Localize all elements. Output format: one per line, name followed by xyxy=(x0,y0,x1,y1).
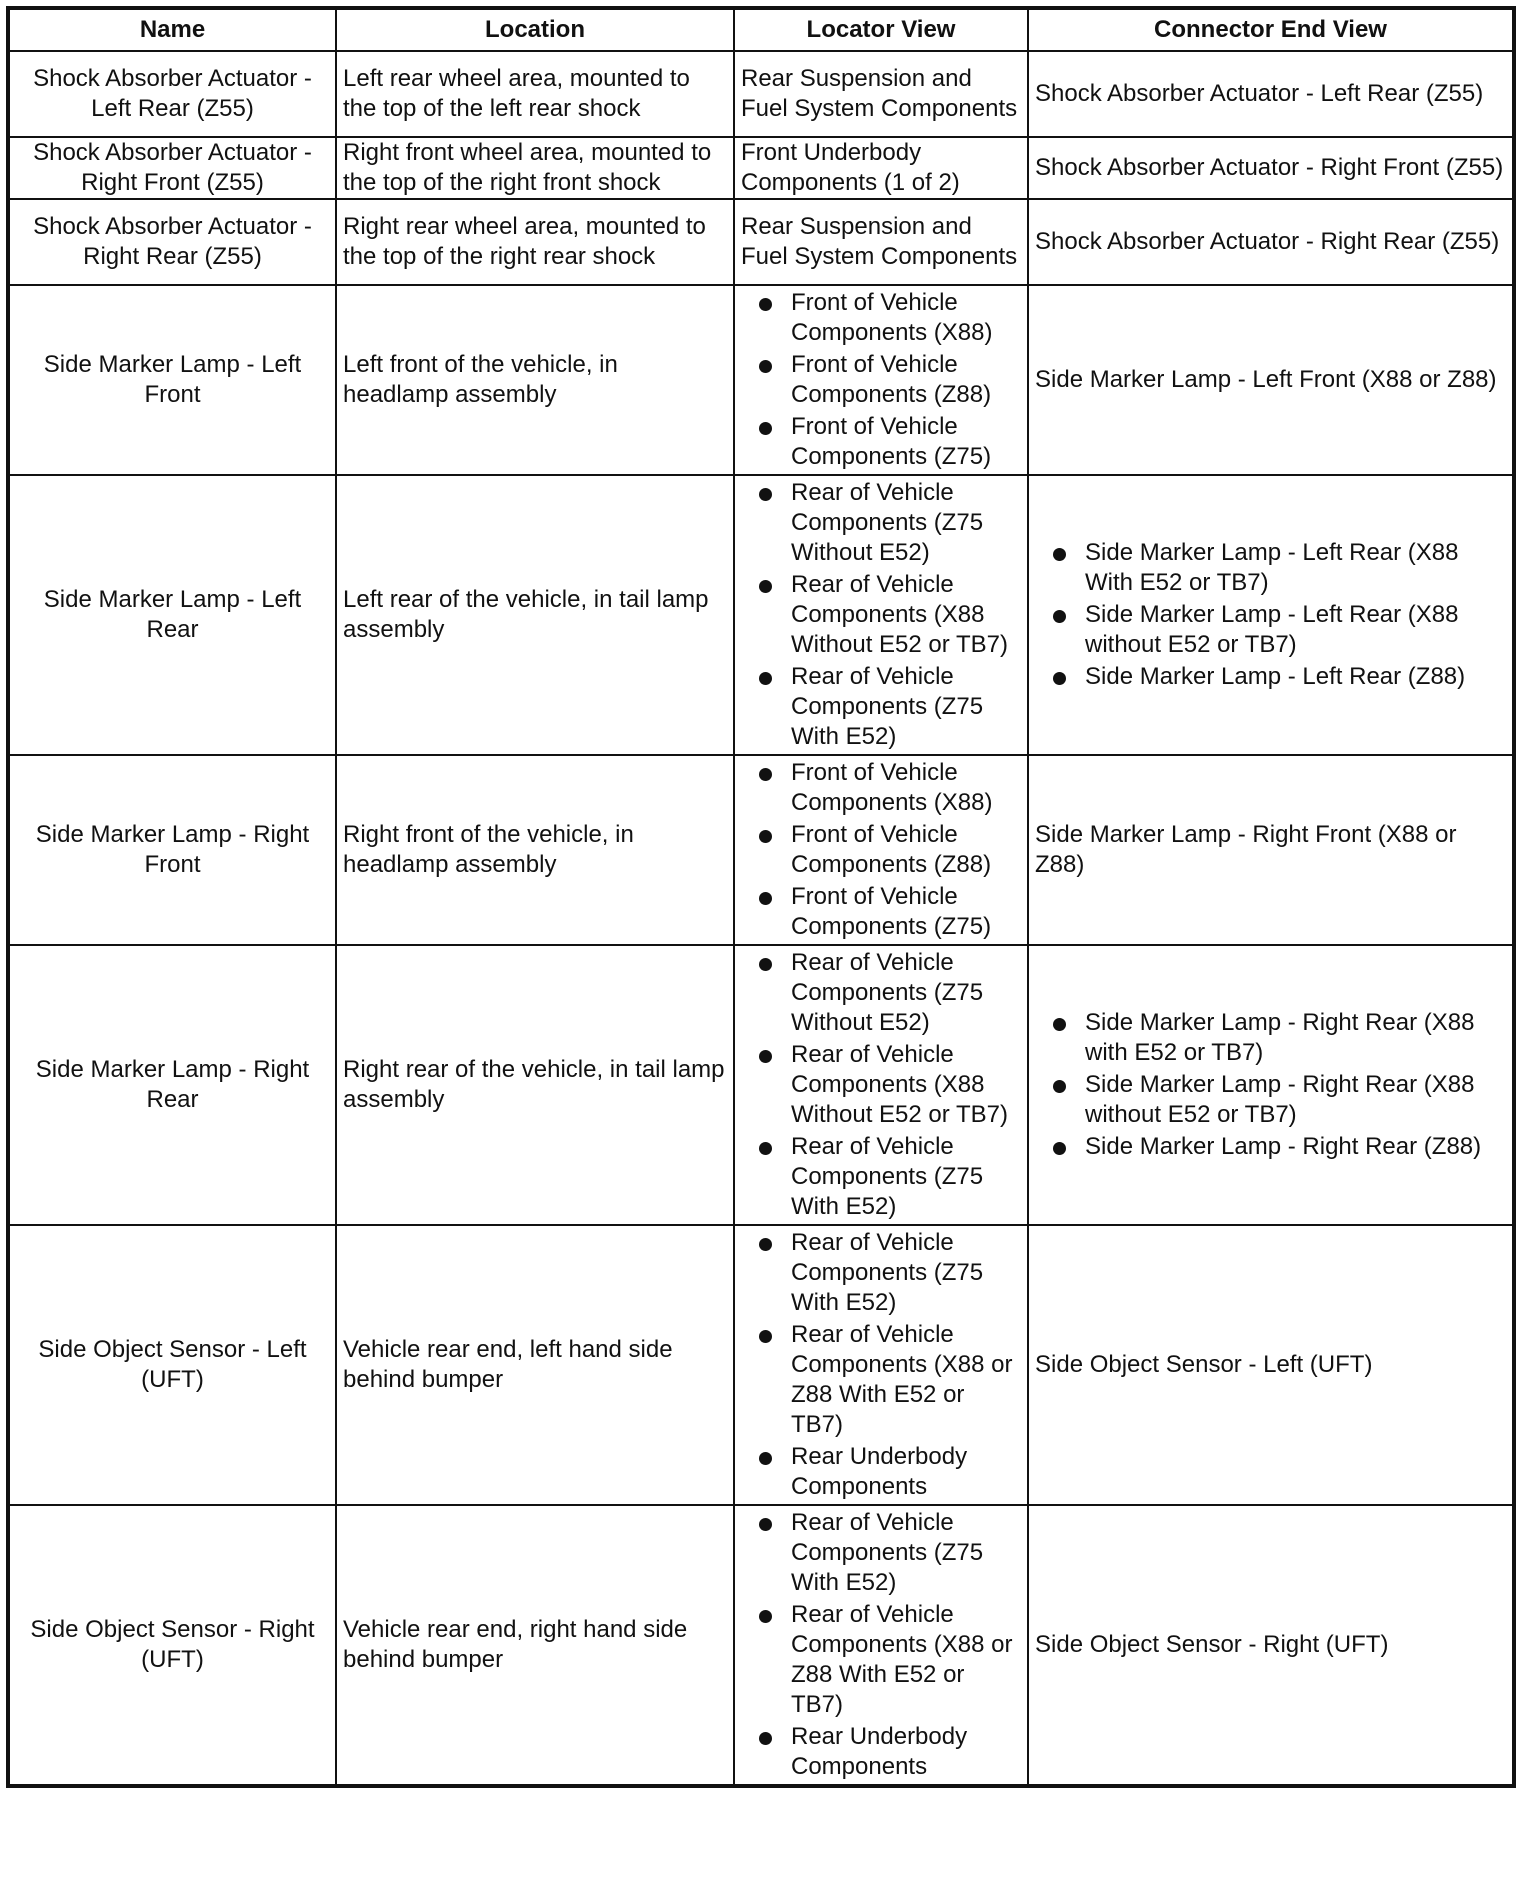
cell-name: Side Object Sensor - Right (UFT) xyxy=(8,1505,336,1786)
locator-list xyxy=(741,478,1021,752)
table-row xyxy=(8,1505,1514,1786)
cell-locator-view xyxy=(734,945,1028,1225)
cell-connector-end-view xyxy=(1028,1225,1514,1505)
connector-list-item: Side Marker Lamp - Left Rear (Z88) xyxy=(1035,662,1506,692)
cell-location: Vehicle rear end, left hand side behind bumper xyxy=(336,1225,734,1505)
cell-name: Side Marker Lamp - Right Front xyxy=(8,755,336,945)
cell-connector-end-view xyxy=(1028,945,1514,1225)
cell-connector-end-view xyxy=(1028,755,1514,945)
cell-connector-end-view xyxy=(1028,199,1514,285)
header-locator-view: Locator View xyxy=(734,8,1028,51)
document-page xyxy=(6,6,1512,1788)
connector-text: Side Object Sensor - Right (UFT) xyxy=(1035,1631,1389,1658)
cell-name: Side Marker Lamp - Left Rear xyxy=(8,475,336,755)
locator-list xyxy=(741,1508,1021,1782)
connector-text: Shock Absorber Actuator - Right Front (Z55) xyxy=(1035,154,1504,181)
cell-connector-end-view xyxy=(1028,475,1514,755)
table-row xyxy=(8,51,1514,137)
locator-list-item: Rear of Vehicle Components (X88 or Z88 With E52 or TB7) xyxy=(741,1320,1021,1440)
cell-locator-view xyxy=(734,475,1028,755)
table-row xyxy=(8,755,1514,945)
locator-list-item: Rear Underbody Components xyxy=(741,1722,1021,1782)
header-row xyxy=(8,8,1514,51)
locator-list-item: Rear Underbody Components xyxy=(741,1442,1021,1502)
table-row xyxy=(8,199,1514,285)
locator-list-item: Rear of Vehicle Components (Z75 Without E52) xyxy=(741,478,1021,568)
connector-list-item: Side Marker Lamp - Right Rear (X88 with E52 or TB7) xyxy=(1035,1008,1506,1068)
connector-text: Side Object Sensor - Left (UFT) xyxy=(1035,1351,1373,1378)
cell-locator-view xyxy=(734,1225,1028,1505)
locator-list-item: Rear of Vehicle Components (X88 or Z88 With E52 or TB7) xyxy=(741,1600,1021,1720)
locator-list-item: Rear of Vehicle Components (Z75 With E52) xyxy=(741,1508,1021,1598)
connector-list-item: Side Marker Lamp - Left Rear (X88 without E52 or TB7) xyxy=(1035,600,1506,660)
cell-connector-end-view xyxy=(1028,51,1514,137)
connector-text: Shock Absorber Actuator - Left Rear (Z55) xyxy=(1035,80,1484,107)
cell-name: Shock Absorber Actuator - Right Rear (Z55) xyxy=(8,199,336,285)
locator-list-item: Front of Vehicle Components (Z88) xyxy=(741,820,1021,880)
cell-location: Right front wheel area, mounted to the top of the right front shock xyxy=(336,137,734,199)
locator-list xyxy=(741,758,1021,942)
header-location: Location xyxy=(336,8,734,51)
locator-text: Rear Suspension and Fuel System Components xyxy=(741,213,1018,270)
cell-name: Shock Absorber Actuator - Right Front (Z55) xyxy=(8,137,336,199)
locator-text: Front Underbody Components (1 of 2) xyxy=(741,139,960,196)
cell-locator-view xyxy=(734,285,1028,475)
connector-list xyxy=(1035,538,1506,692)
cell-locator-view xyxy=(734,137,1028,199)
locator-list xyxy=(741,1228,1021,1502)
component-locator-table xyxy=(6,6,1516,1788)
cell-locator-view xyxy=(734,51,1028,137)
cell-location: Left rear of the vehicle, in tail lamp assembly xyxy=(336,475,734,755)
cell-connector-end-view xyxy=(1028,137,1514,199)
cell-location: Left rear wheel area, mounted to the top of the left rear shock xyxy=(336,51,734,137)
locator-list-item: Rear of Vehicle Components (X88 Without E52 or TB7) xyxy=(741,570,1021,660)
cell-name: Side Marker Lamp - Left Front xyxy=(8,285,336,475)
table-row xyxy=(8,475,1514,755)
cell-location: Left front of the vehicle, in headlamp assembly xyxy=(336,285,734,475)
locator-list-item: Rear of Vehicle Components (Z75 Without E52) xyxy=(741,948,1021,1038)
locator-list-item: Front of Vehicle Components (Z75) xyxy=(741,882,1021,942)
cell-connector-end-view xyxy=(1028,1505,1514,1786)
header-name: Name xyxy=(8,8,336,51)
cell-location: Vehicle rear end, right hand side behind bumper xyxy=(336,1505,734,1786)
locator-list-item: Front of Vehicle Components (X88) xyxy=(741,758,1021,818)
cell-locator-view xyxy=(734,755,1028,945)
table-row xyxy=(8,137,1514,199)
connector-list-item: Side Marker Lamp - Left Rear (X88 With E52 or TB7) xyxy=(1035,538,1506,598)
connector-list-item: Side Marker Lamp - Right Rear (X88 without E52 or TB7) xyxy=(1035,1070,1506,1130)
locator-list-item: Front of Vehicle Components (X88) xyxy=(741,288,1021,348)
locator-list-item: Front of Vehicle Components (Z88) xyxy=(741,350,1021,410)
cell-locator-view xyxy=(734,1505,1028,1786)
locator-list-item: Rear of Vehicle Components (X88 Without E52 or TB7) xyxy=(741,1040,1021,1130)
cell-location: Right rear of the vehicle, in tail lamp assembly xyxy=(336,945,734,1225)
locator-list-item: Rear of Vehicle Components (Z75 With E52) xyxy=(741,1228,1021,1318)
locator-text: Rear Suspension and Fuel System Components xyxy=(741,65,1018,122)
cell-name: Side Object Sensor - Left (UFT) xyxy=(8,1225,336,1505)
locator-list xyxy=(741,288,1021,472)
locator-list xyxy=(741,948,1021,1222)
cell-connector-end-view xyxy=(1028,285,1514,475)
cell-locator-view xyxy=(734,199,1028,285)
connector-list-item: Side Marker Lamp - Right Rear (Z88) xyxy=(1035,1132,1506,1162)
table-row xyxy=(8,1225,1514,1505)
connector-text: Side Marker Lamp - Right Front (X88 or Z88) xyxy=(1035,821,1457,878)
table-body xyxy=(8,51,1514,1786)
locator-list-item: Front of Vehicle Components (Z75) xyxy=(741,412,1021,472)
cell-location: Right front of the vehicle, in headlamp assembly xyxy=(336,755,734,945)
locator-list-item: Rear of Vehicle Components (Z75 With E52) xyxy=(741,662,1021,752)
connector-text: Shock Absorber Actuator - Right Rear (Z55) xyxy=(1035,228,1500,255)
locator-list-item: Rear of Vehicle Components (Z75 With E52) xyxy=(741,1132,1021,1222)
cell-location: Right rear wheel area, mounted to the top of the right rear shock xyxy=(336,199,734,285)
table-row xyxy=(8,945,1514,1225)
cell-name: Shock Absorber Actuator - Left Rear (Z55) xyxy=(8,51,336,137)
header-connector-end-view: Connector End View xyxy=(1028,8,1514,51)
connector-list xyxy=(1035,1008,1506,1162)
table-row xyxy=(8,285,1514,475)
connector-text: Side Marker Lamp - Left Front (X88 or Z88) xyxy=(1035,366,1497,393)
cell-name: Side Marker Lamp - Right Rear xyxy=(8,945,336,1225)
